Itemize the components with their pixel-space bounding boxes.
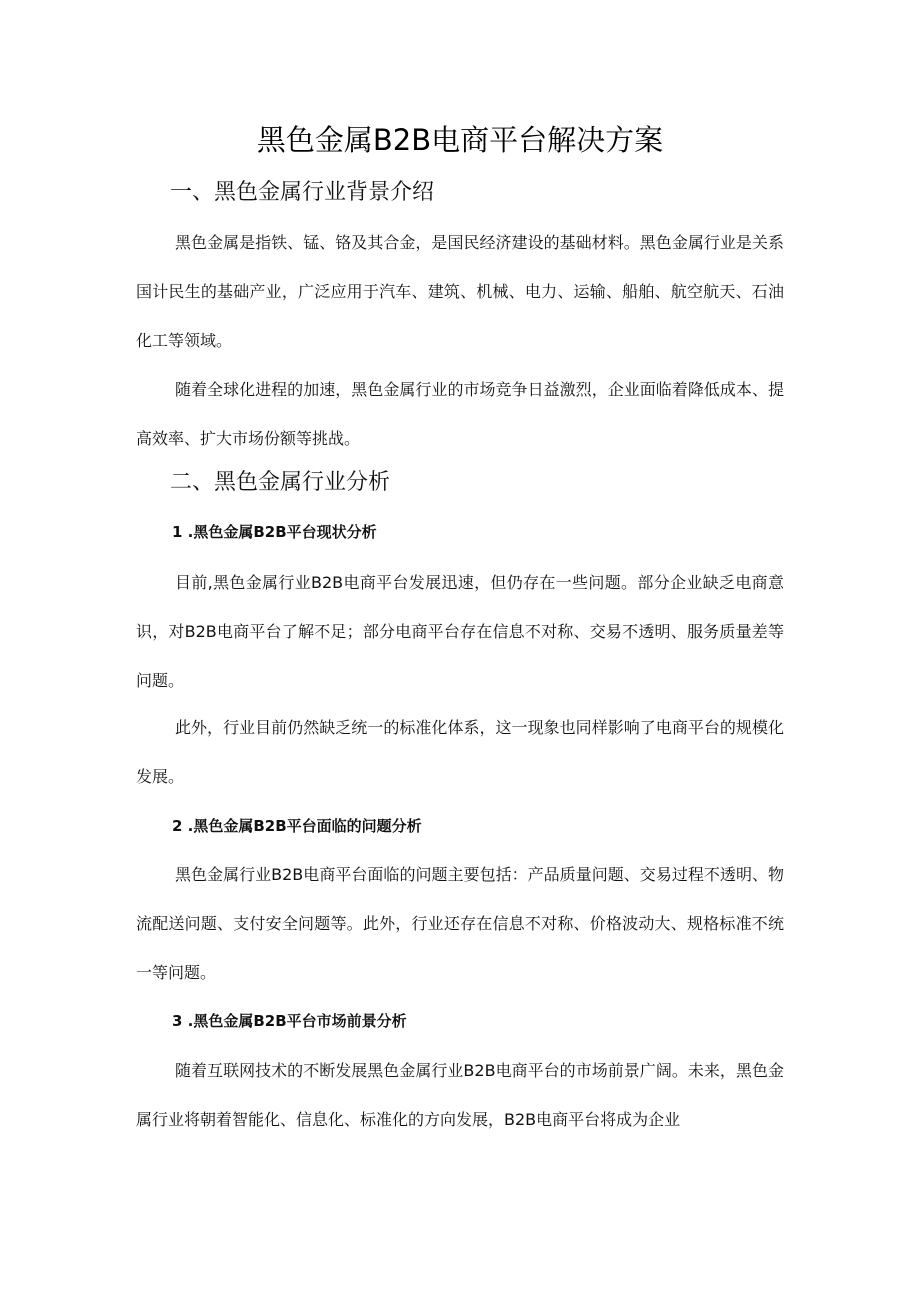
subsection-2-paragraph-1: 黑色金属行业B2B电商平台面临的问题主要包括：产品质量问题、交易过程不透明、物流配送问题、支付安全问题等。此外，行业还存在信息不对称、价格波动大、规格标准不统一等问题。 [136,865,784,982]
subsection-3-heading: 3 .黑色金属B2B平台市场前景分析 [172,1012,407,1030]
document-title: 黑色金属B2B电商平台解决方案 [256,123,664,157]
section-1-heading: 一、黑色金属行业背景介绍 [170,180,435,205]
subsection-1-paragraph-1: 目前,黑色金属行业B2B电商平台发展迅速，但仍存在一些问题。部分企业缺乏电商意识，对B2B电商平台了解不足；部分电商平台存在信息不对称、交易不透明、服务质量差等问题。 [136,573,784,690]
subsection-1-heading: 1 .黑色金属B2B平台现状分析 [172,523,377,541]
section-1-paragraph-2: 随着全球化进程的加速，黑色金属行业的市场竞争日益激烈，企业面临着降低成本、提高效率、扩大市场份额等挑战。 [136,380,784,448]
subsection-1-paragraph-2: 此外，行业目前仍然缺乏统一的标准化体系，这一现象也同样影响了电商平台的规模化发展。 [136,718,784,786]
subsection-3-paragraph-1: 随着互联网技术的不断发展黑色金属行业B2B电商平台的市场前景广阔。未来，黑色金属行业将朝着智能化、信息化、标准化的方向发展，B2B电商平台将成为企业 [136,1061,784,1129]
section-2-heading: 二、黑色金属行业分析 [170,470,391,495]
subsection-2-heading: 2 .黑色金属B2B平台面临的问题分析 [172,817,422,835]
section-1-paragraph-1: 黑色金属是指铁、锰、铬及其合金，是国民经济建设的基础材料。黑色金属行业是关系国计民生的基础产业，广泛应用于汽车、建筑、机械、电力、运输、船舶、航空航天、石油化工等领域。 [136,233,784,350]
